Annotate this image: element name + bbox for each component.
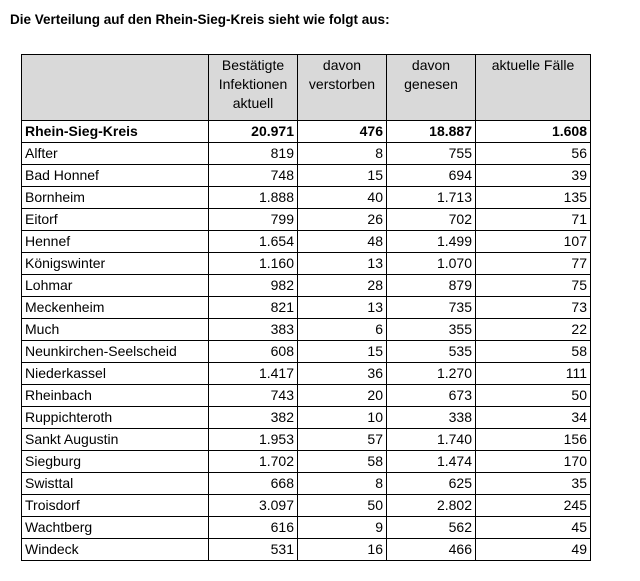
cell-died: 8 <box>298 143 387 165</box>
cell-name: Sankt Augustin <box>22 429 209 451</box>
cell-died: 13 <box>298 253 387 275</box>
cell-recovered: 879 <box>387 275 476 297</box>
cell-name: Bad Honnef <box>22 165 209 187</box>
total-infected: 20.971 <box>209 121 298 143</box>
cell-active: 39 <box>476 165 591 187</box>
cell-name: Alfter <box>22 143 209 165</box>
cell-infected: 1.702 <box>209 451 298 473</box>
cell-recovered: 694 <box>387 165 476 187</box>
table-row <box>22 253 591 275</box>
cell-recovered: 355 <box>387 319 476 341</box>
cell-infected: 383 <box>209 319 298 341</box>
table-row <box>22 187 591 209</box>
table-header-row <box>22 55 591 121</box>
cell-recovered: 735 <box>387 297 476 319</box>
table-row <box>22 429 591 451</box>
cell-recovered: 1.499 <box>387 231 476 253</box>
cell-died: 15 <box>298 165 387 187</box>
intro-heading: Die Verteilung auf den Rhein-Sieg-Kreis sieht wie folgt aus: <box>10 12 390 27</box>
cell-recovered: 338 <box>387 407 476 429</box>
cell-recovered: 1.713 <box>387 187 476 209</box>
cell-active: 75 <box>476 275 591 297</box>
cell-infected: 799 <box>209 209 298 231</box>
cell-active: 77 <box>476 253 591 275</box>
cell-active: 73 <box>476 297 591 319</box>
cell-died: 36 <box>298 363 387 385</box>
cell-active: 22 <box>476 319 591 341</box>
cell-infected: 1.888 <box>209 187 298 209</box>
cell-died: 50 <box>298 495 387 517</box>
cell-name: Meckenheim <box>22 297 209 319</box>
table-row <box>22 385 591 407</box>
cell-infected: 616 <box>209 517 298 539</box>
cell-recovered: 1.740 <box>387 429 476 451</box>
table-row <box>22 539 591 561</box>
table-row <box>22 495 591 517</box>
cell-name: Eitorf <box>22 209 209 231</box>
table-row <box>22 231 591 253</box>
cell-name: Bornheim <box>22 187 209 209</box>
cell-name: Königswinter <box>22 253 209 275</box>
header-municipality <box>22 55 209 121</box>
cell-name: Hennef <box>22 231 209 253</box>
table-row <box>22 363 591 385</box>
cell-name: Siegburg <box>22 451 209 473</box>
total-active: 1.608 <box>476 121 591 143</box>
table-row <box>22 275 591 297</box>
cell-name: Much <box>22 319 209 341</box>
cell-died: 40 <box>298 187 387 209</box>
cell-recovered: 673 <box>387 385 476 407</box>
cell-recovered: 1.070 <box>387 253 476 275</box>
cell-name: Ruppichteroth <box>22 407 209 429</box>
table-row <box>22 165 591 187</box>
cell-infected: 982 <box>209 275 298 297</box>
cell-infected: 821 <box>209 297 298 319</box>
cell-died: 6 <box>298 319 387 341</box>
cell-infected: 819 <box>209 143 298 165</box>
cell-infected: 1.654 <box>209 231 298 253</box>
cell-active: 45 <box>476 517 591 539</box>
cell-died: 20 <box>298 385 387 407</box>
cell-name: Troisdorf <box>22 495 209 517</box>
cell-died: 15 <box>298 341 387 363</box>
cell-active: 49 <box>476 539 591 561</box>
table-row <box>22 451 591 473</box>
cell-active: 107 <box>476 231 591 253</box>
header-deceased: davon verstorben <box>298 55 387 121</box>
cell-name: Niederkassel <box>22 363 209 385</box>
cell-recovered: 466 <box>387 539 476 561</box>
cell-died: 48 <box>298 231 387 253</box>
table-row <box>22 319 591 341</box>
cell-recovered: 1.270 <box>387 363 476 385</box>
cell-died: 10 <box>298 407 387 429</box>
cell-died: 8 <box>298 473 387 495</box>
cell-died: 13 <box>298 297 387 319</box>
table-row <box>22 517 591 539</box>
cell-infected: 608 <box>209 341 298 363</box>
cell-active: 156 <box>476 429 591 451</box>
cell-died: 9 <box>298 517 387 539</box>
cell-recovered: 755 <box>387 143 476 165</box>
table-row <box>22 209 591 231</box>
header-recovered: davon genesen <box>387 55 476 121</box>
cell-active: 35 <box>476 473 591 495</box>
cell-recovered: 562 <box>387 517 476 539</box>
cell-infected: 1.953 <box>209 429 298 451</box>
cell-recovered: 535 <box>387 341 476 363</box>
cell-name: Neunkirchen-Seelscheid <box>22 341 209 363</box>
cell-died: 28 <box>298 275 387 297</box>
cell-infected: 743 <box>209 385 298 407</box>
cell-name: Swisttal <box>22 473 209 495</box>
cell-name: Wachtberg <box>22 517 209 539</box>
cell-active: 135 <box>476 187 591 209</box>
cell-infected: 382 <box>209 407 298 429</box>
cell-name: Rheinbach <box>22 385 209 407</box>
cell-died: 58 <box>298 451 387 473</box>
cell-active: 56 <box>476 143 591 165</box>
cell-active: 58 <box>476 341 591 363</box>
district-table <box>21 54 591 561</box>
cell-infected: 1.160 <box>209 253 298 275</box>
cell-infected: 1.417 <box>209 363 298 385</box>
table-row <box>22 297 591 319</box>
cell-recovered: 702 <box>387 209 476 231</box>
cell-infected: 531 <box>209 539 298 561</box>
cell-active: 111 <box>476 363 591 385</box>
header-confirmed-infections: Bestätigte Infektionen aktuell <box>209 55 298 121</box>
total-name: Rhein-Sieg-Kreis <box>22 121 209 143</box>
total-recovered: 18.887 <box>387 121 476 143</box>
cell-active: 34 <box>476 407 591 429</box>
cell-infected: 3.097 <box>209 495 298 517</box>
cell-died: 16 <box>298 539 387 561</box>
cell-name: Windeck <box>22 539 209 561</box>
table-row <box>22 143 591 165</box>
table-row <box>22 407 591 429</box>
cell-active: 50 <box>476 385 591 407</box>
cell-died: 57 <box>298 429 387 451</box>
cell-active: 170 <box>476 451 591 473</box>
cell-name: Lohmar <box>22 275 209 297</box>
cell-died: 26 <box>298 209 387 231</box>
header-active-cases: aktuelle Fälle <box>476 55 591 121</box>
cell-active: 245 <box>476 495 591 517</box>
table-row <box>22 473 591 495</box>
cell-infected: 668 <box>209 473 298 495</box>
total-died: 476 <box>298 121 387 143</box>
cell-recovered: 1.474 <box>387 451 476 473</box>
cell-recovered: 2.802 <box>387 495 476 517</box>
cell-infected: 748 <box>209 165 298 187</box>
cell-recovered: 625 <box>387 473 476 495</box>
total-row <box>22 121 591 143</box>
cell-active: 71 <box>476 209 591 231</box>
table-row <box>22 341 591 363</box>
